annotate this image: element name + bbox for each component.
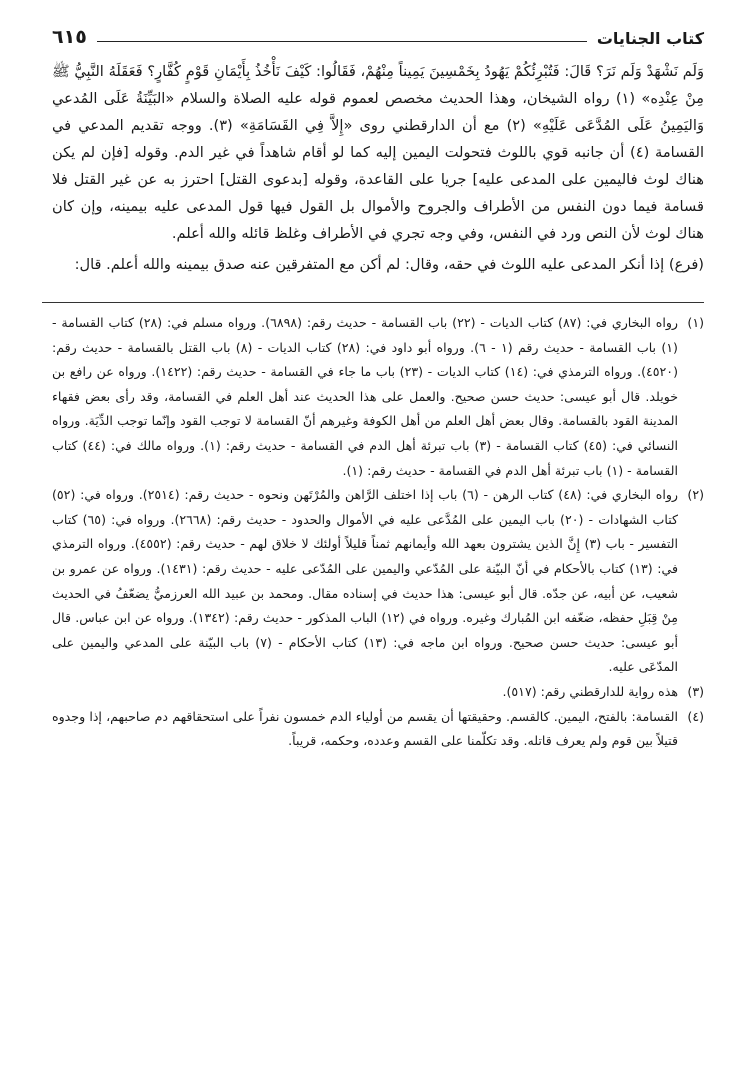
main-paragraph-fara: (فرع) إذا أنكر المدعى عليه اللوث في حقه، وقال: لم أكن مع المتفرقين عنه صدق بيمينه والله أعلم. قال:: [74, 256, 704, 273]
footnote-separator: [42, 302, 704, 303]
footnote-number: (٣): [687, 683, 704, 699]
main-text: [52, 58, 704, 278]
footnote-item: [52, 705, 704, 754]
footnote-item: [52, 311, 704, 483]
book-title: كتاب الجنايات: [596, 29, 704, 48]
footnotes: [52, 311, 704, 754]
header-rule: [97, 41, 587, 42]
footnote-text: رواه البخاري في: (٨٧) كتاب الديات - (٢٢) باب القسامة - حديث رقم: (٦٨٩٨). ورواه مسلم في: (٢٨) كتاب القسامة - (١) باب القسامة - حديث رقم (١ - ٦). ورواه أبو داود في: (٢٨) كتاب الديات - (٨) باب القتل بالقسامة - حديث رقم: (٤٥٢٠). ورواه الترمذي في: (١٤) كتاب الديات - (٢٣) باب ما جاء في القسامة - حديث رقم: (١٤٢٢). ورواه عن رافع بن خويلد. قال أبو عيسى: حديث حسن صحيح. والعمل على هذا الحديث عند أهل العلم في القسامة، وقد رأى بعض فقهاء المدينة القود بالقسامة. وقال بعض أهل العلم من أهل الكوفة وغيرهم أنّ القسامة لا توجب القود وإنّما توجب الدِّيَة. ورواه النسائي في: (٤٥) كتاب القسامة - (٣) باب تبرئة أهل الدم في القسامة - حديث رقم: (١). ورواه مالك في: (٤٤) كتاب القسامة - (١) باب تبرئة أهل الدم في القسامة - حديث رقم: (١).: [52, 315, 679, 478]
footnote-item: [52, 680, 704, 705]
footnote-text: القسامة: بالفتح، اليمين. كالقسم. وحقيقتها أن يقسم من أولياء الدم خمسون نفراً على استحقاقهم دم صاحبهم، إذا وجدوه قتيلاً بين قوم ولم يعرف قاتله. وقد تكلّمنا على القسم وعدده، وحكمه، قريباً.: [52, 708, 678, 749]
footnote-item: [52, 483, 704, 680]
footnote-text: رواه البخاري في: (٤٨) كتاب الرهن - (٦) باب إذا اختلف الرَّاهن والمُرْتَهن ونحوه - حديث رقم: (٢٥١٤). ورواه في: (٥٢) كتاب الشهادات - (٢٠) باب اليمين على المُدَّعى عليه في الأموال والحدود - حديث رقم: (٢٦٦٨). ورواه في: (٦٥) كتاب التفسير - باب (٣) إِنَّ الذين يشترون بعهد الله وأيمانهم ثمناً قليلاً أولئك لا خلاق لهم - حديث رقم: (٤٥٥٢). ورواه الترمذي في: (١٣) كتاب بالأحكام في أنّ البيّنة على المُدّعي واليمين على المُدّعى عليه - حديث رقم: (١٤٣١). ورواه عن عمرو بن شعيب، عن أبيه، عن جدّه. قال أبو عيسى: هذا حديث في إسناده مقال. ومحمد بن عبيد الله العرزميُّ يضعّفُ في الحديث مِنْ قِبَلِ حفظه، ضعّفه ابن المُبارك وغيره. ورواه في (١٢) الباب المذكور - حديث رقم: (١٣٤٢). ورواه عن ابن عباس. قال أبو عيسى: حديث حسن صحيح. ورواه ابن ماجه في: (١٣) كتاب الأحكام - (٧) باب البيّنة على المدعي واليمين على المدّعَى عليه.: [52, 487, 679, 675]
footnote-number: (٤): [687, 708, 704, 724]
main-paragraph: وَلَم نَشْهَدْ وَلَم نَرَ؟ قَالَ: فَتُبْرِئُكُمْ يَهُودُ بِخَمْسِينَ يَمِيناً مِنْهُمْ، فَقَالُوا: كَيْفَ نَأْخُذُ بِأَيْمَانِ قَوْمٍ كُفَّارٍ؟ فَعَقَلَهُ النَّبِيُّ ﷺ مِنْ عِنْدِه» (١) رواه الشيخان، وهذا الحديث مخصص لعموم قوله عليه الصلاة والسلام «البَيِّنَةُ عَلَى المُدعي وَاليَمِينُ عَلَى المُدَّعَى عَلَيْهِ» (٢) مع أن الدارقطني روى «إِلاَّ فِي القَسَامَةِ» (٣). ووجه تقديم المدعي في القسامة (٤) أن جانبه قوي باللوث فتحولت اليمين إليه كما لو أقام شاهداً في غير الدم. وقوله [فإن لم يكن هناك لوث فاليمين على المدعى عليه] جريا على القاعدة، وقوله [بدعوى القتل] احترز به عن غير القتل فلا قسامة فيما دون النفس من الأطراف والجروح والأموال بل القول فيها قول المدعى عليه بيمينه، وإن كان هناك لوث لأن النص ورد في النفس، وفي وجه تجري في الأطراف وغلظ قائله والله أعلم.: [52, 63, 704, 242]
running-header: [52, 14, 704, 52]
footnote-text: هذه رواية للدارقطني رقم: (٥١٧).: [502, 683, 678, 699]
footnote-number: (٢): [687, 487, 704, 503]
footnote-number: (١): [687, 315, 704, 330]
page-number: ٦١٥: [52, 26, 87, 48]
